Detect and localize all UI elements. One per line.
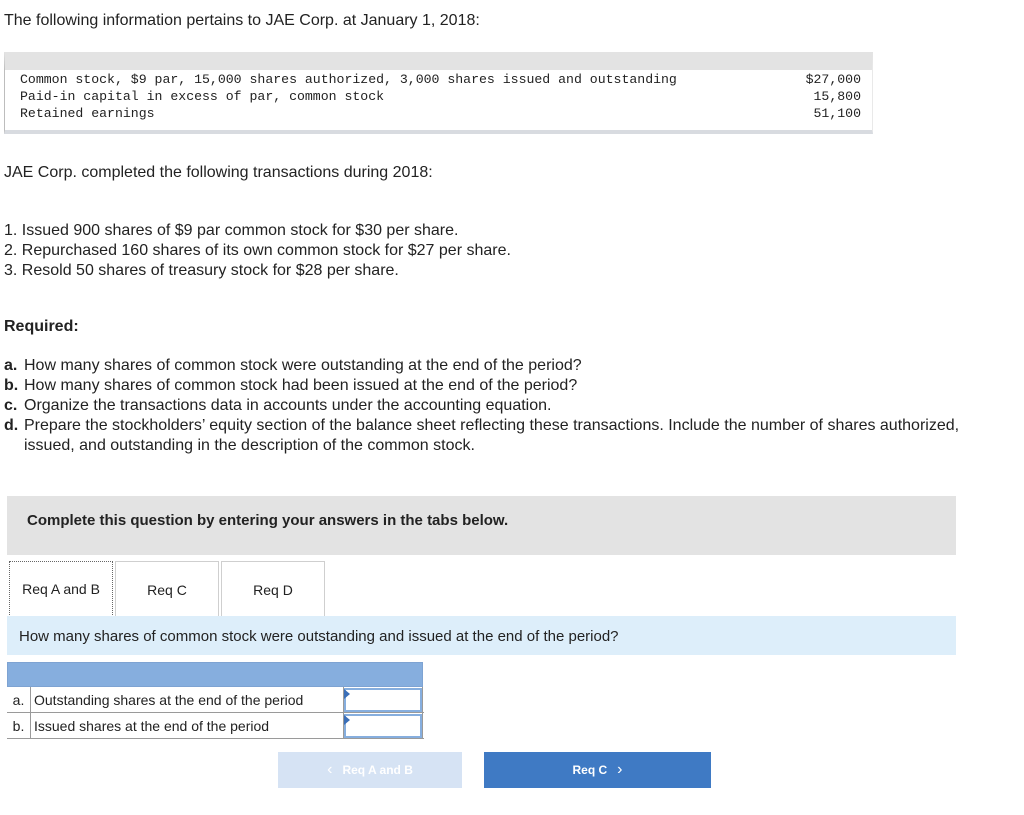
requirement-text: How many shares of common stock had been issued at the end of the period?: [24, 377, 578, 394]
requirement-text: Organize the transactions data in accounts under the accounting equation.: [24, 397, 552, 414]
info-label: Retained earnings: [20, 106, 155, 121]
input-marker-icon: [344, 689, 350, 699]
info-value: 51,100: [813, 106, 861, 121]
answer-row-issued: [7, 713, 424, 739]
requirement-text: How many shares of common stock were outstanding at the end of the period?: [24, 357, 582, 374]
requirement-text: Prepare the stockholders’ equity section of the balance sheet reflecting these transactions. Include the number of shares authorized, issued, and outstanding in the description of the common stock.: [24, 417, 960, 454]
issued-shares-input[interactable]: [343, 713, 423, 739]
transactions-intro: JAE Corp. completed the following transactions during 2018:: [4, 164, 433, 181]
requirement-item: [4, 356, 1014, 376]
input-marker-icon: [344, 715, 350, 725]
row-label: Outstanding shares at the end of the period: [34, 692, 304, 708]
requirement-item: [4, 416, 1014, 456]
tab-req-c[interactable]: Req C: [115, 561, 219, 617]
transactions-list: [4, 221, 511, 281]
info-label: Common stock, $9 par, 15,000 shares authorized, 3,000 shares issued and outstanding: [20, 72, 677, 87]
tab-req-d[interactable]: Req D: [221, 561, 325, 617]
chevron-right-icon: ›: [617, 761, 623, 778]
next-button-label: Req C: [572, 763, 608, 777]
question-text: How many shares of common stock were outstanding and issued at the end of the period?: [19, 628, 619, 645]
prev-button-label: Req A and B: [342, 763, 413, 777]
requirement-letter: b.: [4, 377, 19, 394]
tab-req-a-and-b[interactable]: Req A and B: [9, 561, 113, 617]
info-row-paid-in-capital: [20, 89, 861, 107]
answer-table-header: [7, 662, 423, 687]
info-label: Paid-in capital in excess of par, common stock: [20, 89, 385, 104]
requirement-letter: a.: [4, 357, 18, 374]
prev-button[interactable]: [278, 752, 462, 788]
banner-text: Complete this question by entering your answers in the tabs below.: [27, 512, 509, 529]
intro-text: The following information pertains to JAE Corp. at January 1, 2018:: [4, 12, 480, 29]
next-button[interactable]: [484, 752, 711, 788]
transaction-item: 1. Issued 900 shares of $9 par common stock for $30 per share.: [4, 222, 459, 239]
transaction-item: 3. Resold 50 shares of treasury stock for $28 per share.: [4, 262, 399, 279]
outstanding-shares-input[interactable]: [343, 687, 423, 713]
answer-table: [7, 662, 424, 739]
chevron-left-icon: ‹: [327, 761, 333, 778]
answer-row-outstanding: [7, 687, 424, 713]
info-row-common-stock: [20, 72, 861, 90]
question-bar: [7, 616, 956, 655]
requirements-list: [4, 356, 1014, 456]
requirement-letter: c.: [4, 397, 18, 414]
instructions-banner: [7, 496, 956, 555]
requirement-item: [4, 396, 1014, 416]
row-letter: b.: [7, 713, 31, 739]
info-value: 15,800: [813, 89, 861, 104]
row-label: Issued shares at the end of the period: [34, 718, 270, 734]
requirement-item: [4, 376, 1014, 396]
info-value: $27,000: [805, 72, 861, 87]
transaction-item: 2. Repurchased 160 shares of its own common stock for $27 per share.: [4, 242, 511, 259]
info-row-retained-earnings: [20, 106, 861, 124]
opening-balances-table: [4, 52, 873, 134]
row-letter: a.: [7, 687, 31, 713]
required-heading: Required:: [4, 318, 79, 335]
requirement-letter: d.: [4, 417, 19, 434]
